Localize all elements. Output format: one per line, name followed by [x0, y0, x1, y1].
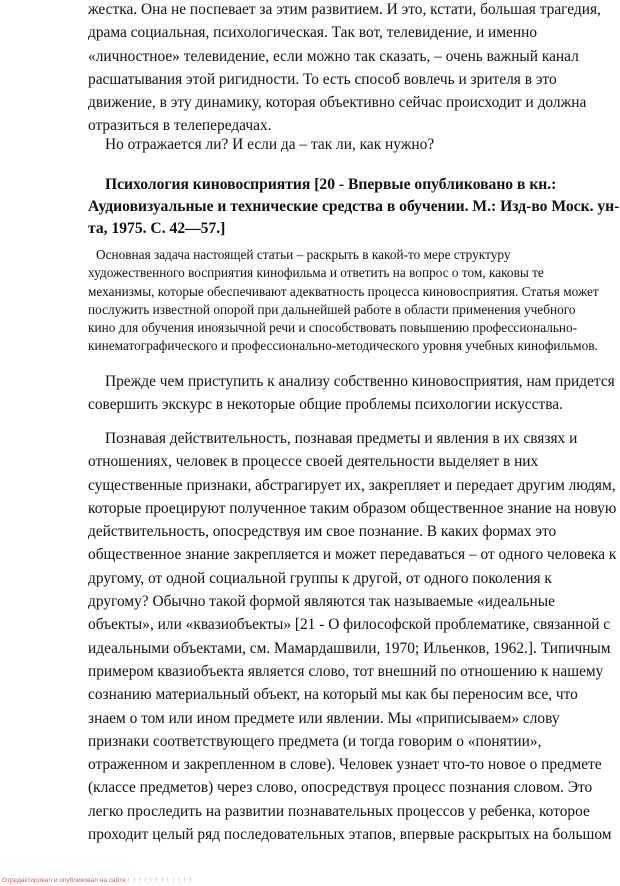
text-line: Познавая действительность, познавая предметы и явления в их связях и [105, 430, 578, 447]
text-line: проходит целый ряд последовательных этапов, впервые раскрытых на большом [88, 826, 612, 844]
text-line: драма социальная, психологическая. Так вот, телевидение, и именно [88, 24, 538, 42]
text-line: кинематографического и профессионально-методического уровня учебных кинофильмов. [88, 338, 598, 354]
text-line: Но отражается ли? И если да – так ли, как нужно? [105, 136, 435, 153]
text-line: легко проследить на развитии познавательных процессов у ребенка, которое [88, 802, 590, 820]
text-line: примером квазиобъекта является слово, тот внешний по отношению к нашему [88, 662, 604, 680]
text-line: идеальными объектами, см. Мамардашвили, 1970; Ильенков, 1962.]. Типичным [88, 639, 611, 657]
text-line: существенные признаки, абстрагирует их, закрепляет и передает другим людям, [88, 476, 616, 494]
text-line: послужить известной опорой при дальнейшей работе в области применения учебного [88, 301, 576, 317]
text-line: кино для обучения иноязычной речи и способствовать повышению профессионально- [88, 320, 578, 336]
text-line: расшатывания этой ригидности. То есть способ вовлечь и зрителя в это [88, 70, 557, 88]
text-line: отразиться в телепередачах. [88, 117, 272, 135]
section-heading [88, 174, 620, 240]
text-line: (классе предметов) через слово, опосредствуя процесс познания словом. Это [88, 779, 593, 797]
text-line: совершить экскурс в некоторые общие проблемы психологии искусства. [88, 396, 563, 414]
text-line: жестка. Она не поспевает за этим развитием. И это, кстати, большая трагедия, [88, 1, 601, 18]
text-line: другому, от одной социальной группы к другой, от одного поколения к [88, 569, 552, 587]
body-paragraph-4 [88, 427, 617, 846]
text-line: признаки соответствующего предмета (и тогда говорим о «понятии», [88, 732, 542, 750]
body-paragraph-2 [88, 133, 608, 156]
footer-watermark [2, 877, 192, 885]
abstract-paragraph [88, 246, 608, 356]
text-line: отношениях, человек в процессе своей деятельности выделяет в них [88, 453, 539, 471]
text-line: действительность, опосредствуя им свое познание. В каких формах это [88, 523, 557, 541]
footer-text: Отредактировал и опубликовал на сайте [2, 877, 126, 884]
text-line: художественного восприятия кинофильма и ответить на вопрос о том, каковы те [88, 265, 544, 281]
text-line: отраженном и закрепленном в слове). Человек узнает что-то новое о предмете [88, 756, 602, 774]
heading-line: Аудиовизуальные и технические средства в обучении. М.: Изд-во Моск. ун- [88, 198, 620, 215]
text-line: знаем о том или ином предмете или явлении. Мы «приписываем» слову [88, 709, 560, 727]
text-line: другому? Обычно такой формой являются так называемые «идеальные [88, 593, 555, 611]
text-line: механизмы, которые обеспечивают адекватность процесса киновосприятия. Статья может [88, 283, 599, 299]
footer-marks: ! ! ! ! ! ! ! ! ! ! ! ! [127, 877, 193, 884]
text-line: Основная задача настоящей статьи – раскрыть в какой-то мере структуру [96, 247, 511, 262]
text-line: которые проецируют полученное таким образом общественное знание на новую [88, 499, 617, 517]
heading-line: та, 1975. С. 42—57.] [88, 220, 226, 237]
body-paragraph-3 [88, 370, 615, 417]
text-line: Прежде чем приступить к анализу собственно киновосприятия, нам придется [105, 373, 615, 390]
text-line: сознанию материальный объект, на который мы как бы переносим все, что [88, 686, 578, 704]
text-line: объекты», или «квазиобъекты» [21 - О философской проблематике, связанной с [88, 616, 611, 634]
body-paragraph-1 [88, 0, 608, 138]
text-line: общественное знание закрепляется и может передаваться – от одного человека к [88, 546, 617, 564]
text-line: «личностное» телевидение, если можно так сказать, – очень важный канал [88, 47, 579, 65]
heading-line: Психология киновосприятия [20 - Впервые опубликовано в кн.: [105, 176, 557, 193]
text-line: движение, в эту динамику, которая объективно сейчас происходит и должна [88, 94, 587, 112]
